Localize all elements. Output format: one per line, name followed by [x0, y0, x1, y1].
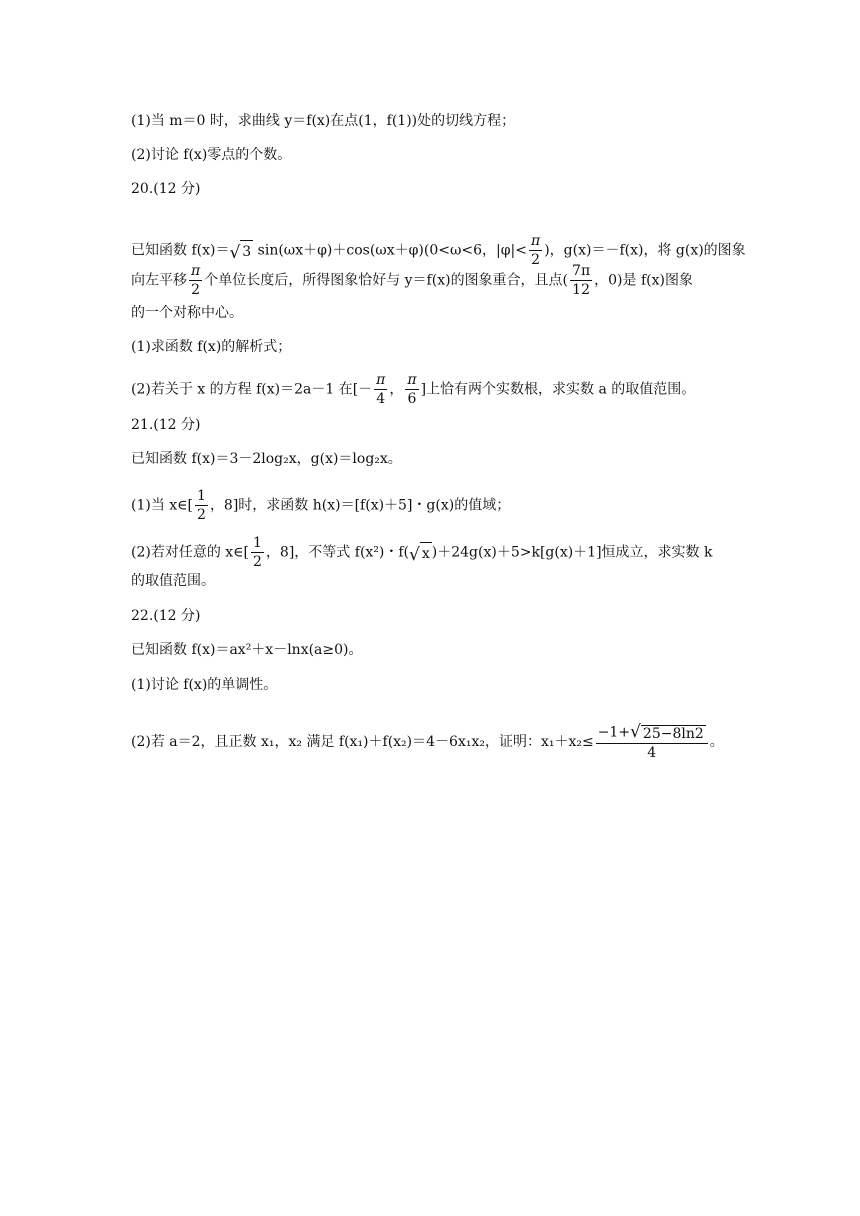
sqrt-25-minus-8ln2: √ 25−8ln2	[630, 722, 704, 742]
frac-pi-over-4: $\frac{\pi}{4}$	[376, 372, 386, 407]
p19-question-1: (1)当 m＝0 时，求曲线 y＝f(x)在点(1，f(1))处的切线方程；	[131, 113, 516, 129]
p20-q2-c: ]上恰有两个实数根，求实数 a 的取值范围。	[420, 381, 696, 398]
p20-q2-b: ，	[389, 381, 404, 398]
frac-1-over-2: $\frac{1}{2}$	[197, 488, 206, 523]
p21-q1-a: (1)当 x∈[	[131, 497, 194, 514]
p21-question-1	[131, 489, 510, 522]
p20-stem-c: )，g(x)＝－f(x)，将 g(x)的图象	[544, 242, 746, 259]
p21-q2-b: ，8]，不等式 f(x²)・f(	[265, 544, 410, 561]
p21-stem: 已知函数 f(x)＝3－2log₂x，g(x)＝log₂x。	[131, 451, 402, 467]
sqrt-x: √ x	[409, 542, 432, 564]
p20-line2-a: 向左平移	[131, 272, 187, 289]
frac-pi-over-6: $\frac{\pi}{6}$	[407, 372, 417, 407]
p21-q2-c: )＋24g(x)＋5>k[g(x)＋1]恒成立，求实数 k	[431, 544, 713, 561]
frac-pi-over-2: $\frac{\pi}{2}$	[531, 233, 541, 268]
frac-bound: −1+ √ 25−8ln2 4	[596, 724, 708, 760]
p20-line2-c: ，0)是 f(x)图象	[594, 272, 693, 289]
p20-stem-line-1	[131, 234, 746, 267]
p19-question-2: (2)讨论 f(x)零点的个数。	[131, 147, 292, 163]
sqrt-3: √ 3	[229, 240, 253, 262]
p20-q2-a: (2)若关于 x 的方程 f(x)＝2a－1 在[－	[131, 381, 373, 398]
p22-header: 22.(12 分)	[131, 608, 201, 624]
p20-question-2	[131, 373, 695, 406]
p22-question-2	[131, 724, 724, 760]
p21-q2-a: (2)若对任意的 x∈[	[131, 544, 250, 561]
p22-question-1: (1)讨论 f(x)的单调性。	[131, 677, 278, 693]
p20-stem-b: sin(ωx＋φ)＋cos(ωx＋φ)(0<ω<6，|φ|<	[253, 242, 527, 259]
p22-q2-a: (2)若 a＝2，且正数 x₁，x₂ 满足 f(x₁)＋f(x₂)＝4－6x₁x₂，证明：x₁＋x₂≤	[131, 734, 594, 750]
frac-7pi-over-12: $\frac{7\pi}{12}$	[572, 263, 591, 298]
p20-header: 20.(12 分)	[131, 181, 201, 197]
p21-q1-b: ，8]时，求函数 h(x)＝[f(x)＋5]・g(x)的值域；	[209, 497, 511, 514]
p21-header: 21.(12 分)	[131, 417, 201, 433]
p20-question-1: (1)求函数 f(x)的解析式；	[131, 339, 292, 355]
p20-stem-a: 已知函数 f(x)＝	[131, 242, 230, 259]
p22-stem: 已知函数 f(x)＝ax²＋x－lnx(a≥0)。	[131, 642, 363, 658]
frac-1-over-2-b: $\frac{1}{2}$	[253, 535, 262, 570]
p22-q2-end: 。	[709, 734, 724, 750]
p20-stem-line-2	[131, 264, 693, 297]
p20-stem-line-3: 的一个对称中心。	[131, 305, 243, 321]
frac-pi-over-2-shift: $\frac{\pi}{2}$	[191, 263, 201, 298]
p21-question-2	[131, 536, 713, 569]
p20-line2-b: 个单位长度后，所得图象恰好与 y＝f(x)的图象重合，且点(	[204, 272, 569, 289]
p21-question-2-line-2: 的取值范围。	[131, 573, 215, 589]
